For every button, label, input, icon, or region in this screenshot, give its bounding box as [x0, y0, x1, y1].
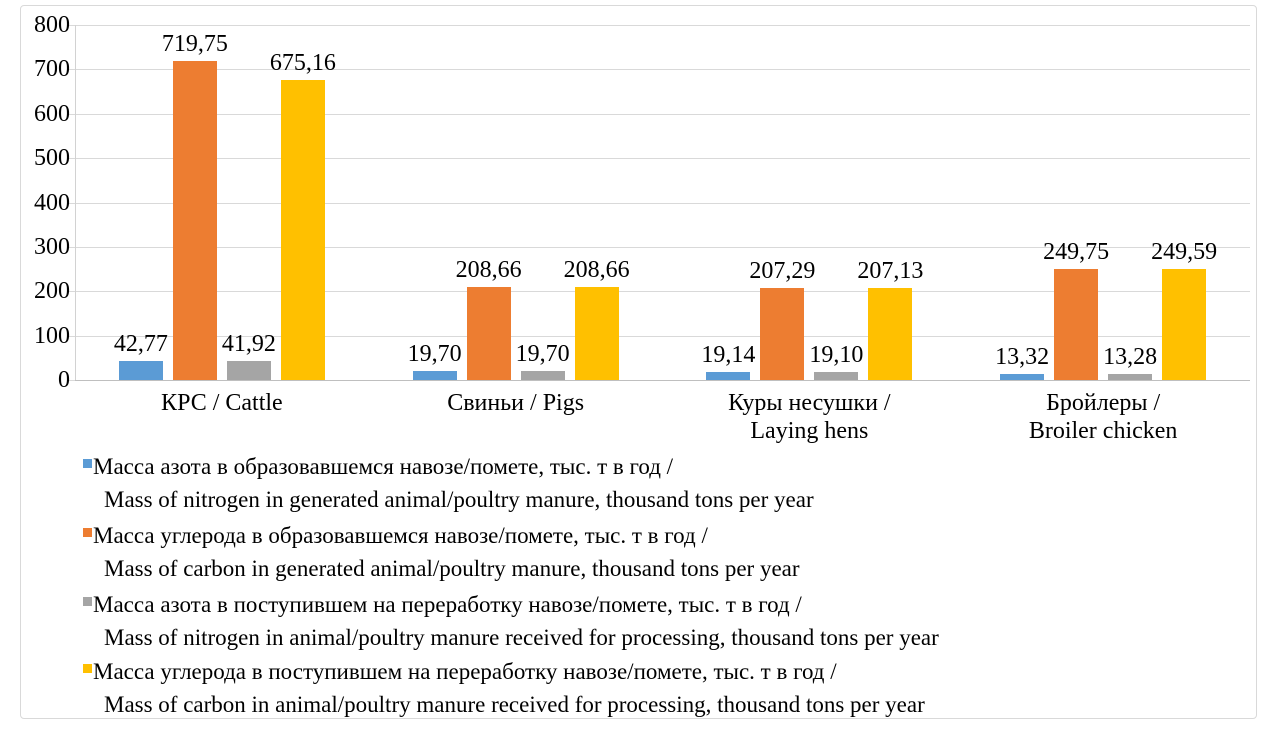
legend-label-ru: Масса азота в поступившем на переработку навозе/помете, тыс. т в год / — [93, 592, 802, 617]
category-label-line: Куры несушки / — [728, 390, 891, 416]
legend-item — [83, 588, 939, 654]
legend-item — [83, 519, 800, 585]
category-label-line: Свиньи / Pigs — [447, 390, 585, 416]
legend-label-en: Mass of carbon in animal/poultry manure received for processing, thousand tons per year — [104, 692, 925, 717]
bar-value-label: 41,92 — [221, 331, 276, 358]
category-label-line: Бройлеры / — [1046, 390, 1161, 416]
bar-value-label: 13,28 — [1103, 344, 1158, 371]
bar-value-label: 207,29 — [749, 258, 816, 284]
bar-value-label: 249,59 — [1151, 239, 1218, 266]
bar-value-label: 19,10 — [809, 341, 864, 368]
bar-value-label: 19,70 — [515, 341, 570, 368]
bar-value-label: 208,66 — [563, 257, 630, 284]
legend-text — [93, 655, 925, 721]
bar-value-label: 207,13 — [857, 258, 924, 285]
bar-value-label: 19,70 — [407, 341, 462, 368]
y-tick-label: 400 — [34, 189, 70, 216]
y-tick-label: 500 — [34, 145, 70, 172]
legend-marker-icon — [83, 528, 92, 537]
y-tick-label: 600 — [34, 100, 70, 127]
category-label-line: Broiler chicken — [1028, 418, 1178, 444]
legend-text — [93, 450, 814, 516]
bar-value-label: 13,32 — [995, 344, 1050, 371]
legend-marker-icon — [83, 597, 92, 606]
legend-marker-icon — [83, 664, 92, 673]
y-tick-label: 800 — [34, 12, 70, 38]
bar-value-label: 675,16 — [269, 50, 336, 77]
y-tick-label: 0 — [58, 367, 70, 393]
y-tick-label: 100 — [34, 322, 70, 349]
legend-label-en: Mass of nitrogen in generated animal/poultry manure, thousand tons per year — [104, 487, 814, 512]
legend-label-ru: Масса углерода в поступившем на переработку навозе/помете, тыс. т в год / — [93, 659, 837, 684]
bar-value-label: 208,66 — [455, 257, 522, 284]
y-tick-label: 300 — [34, 233, 70, 260]
legend-item — [83, 655, 925, 721]
category-label-line: КРС / Cattle — [161, 390, 283, 416]
bar-value-label: 249,75 — [1043, 239, 1110, 266]
legend-text — [93, 588, 939, 654]
legend-text — [93, 519, 800, 585]
bar-value-label: 42,77 — [113, 331, 168, 358]
legend-label-en: Mass of nitrogen in animal/poultry manure received for processing, thousand tons per year — [104, 625, 939, 650]
y-tick-label: 200 — [34, 278, 70, 305]
category-label-line: Laying hens — [750, 418, 869, 444]
legend-label-ru: Масса азота в образовавшемся навозе/помете, тыс. т в год / — [93, 454, 674, 479]
legend-label-en: Mass of carbon in generated animal/poultry manure, thousand tons per year — [104, 556, 800, 581]
legend-marker-icon — [83, 459, 92, 468]
legend-item — [83, 450, 814, 516]
bar-value-label: 19,14 — [701, 341, 756, 368]
legend-label-ru: Масса углерода в образовавшемся навозе/помете, тыс. т в год / — [93, 523, 708, 548]
y-tick-label: 700 — [34, 56, 70, 83]
bar-value-label: 719,75 — [161, 30, 228, 57]
